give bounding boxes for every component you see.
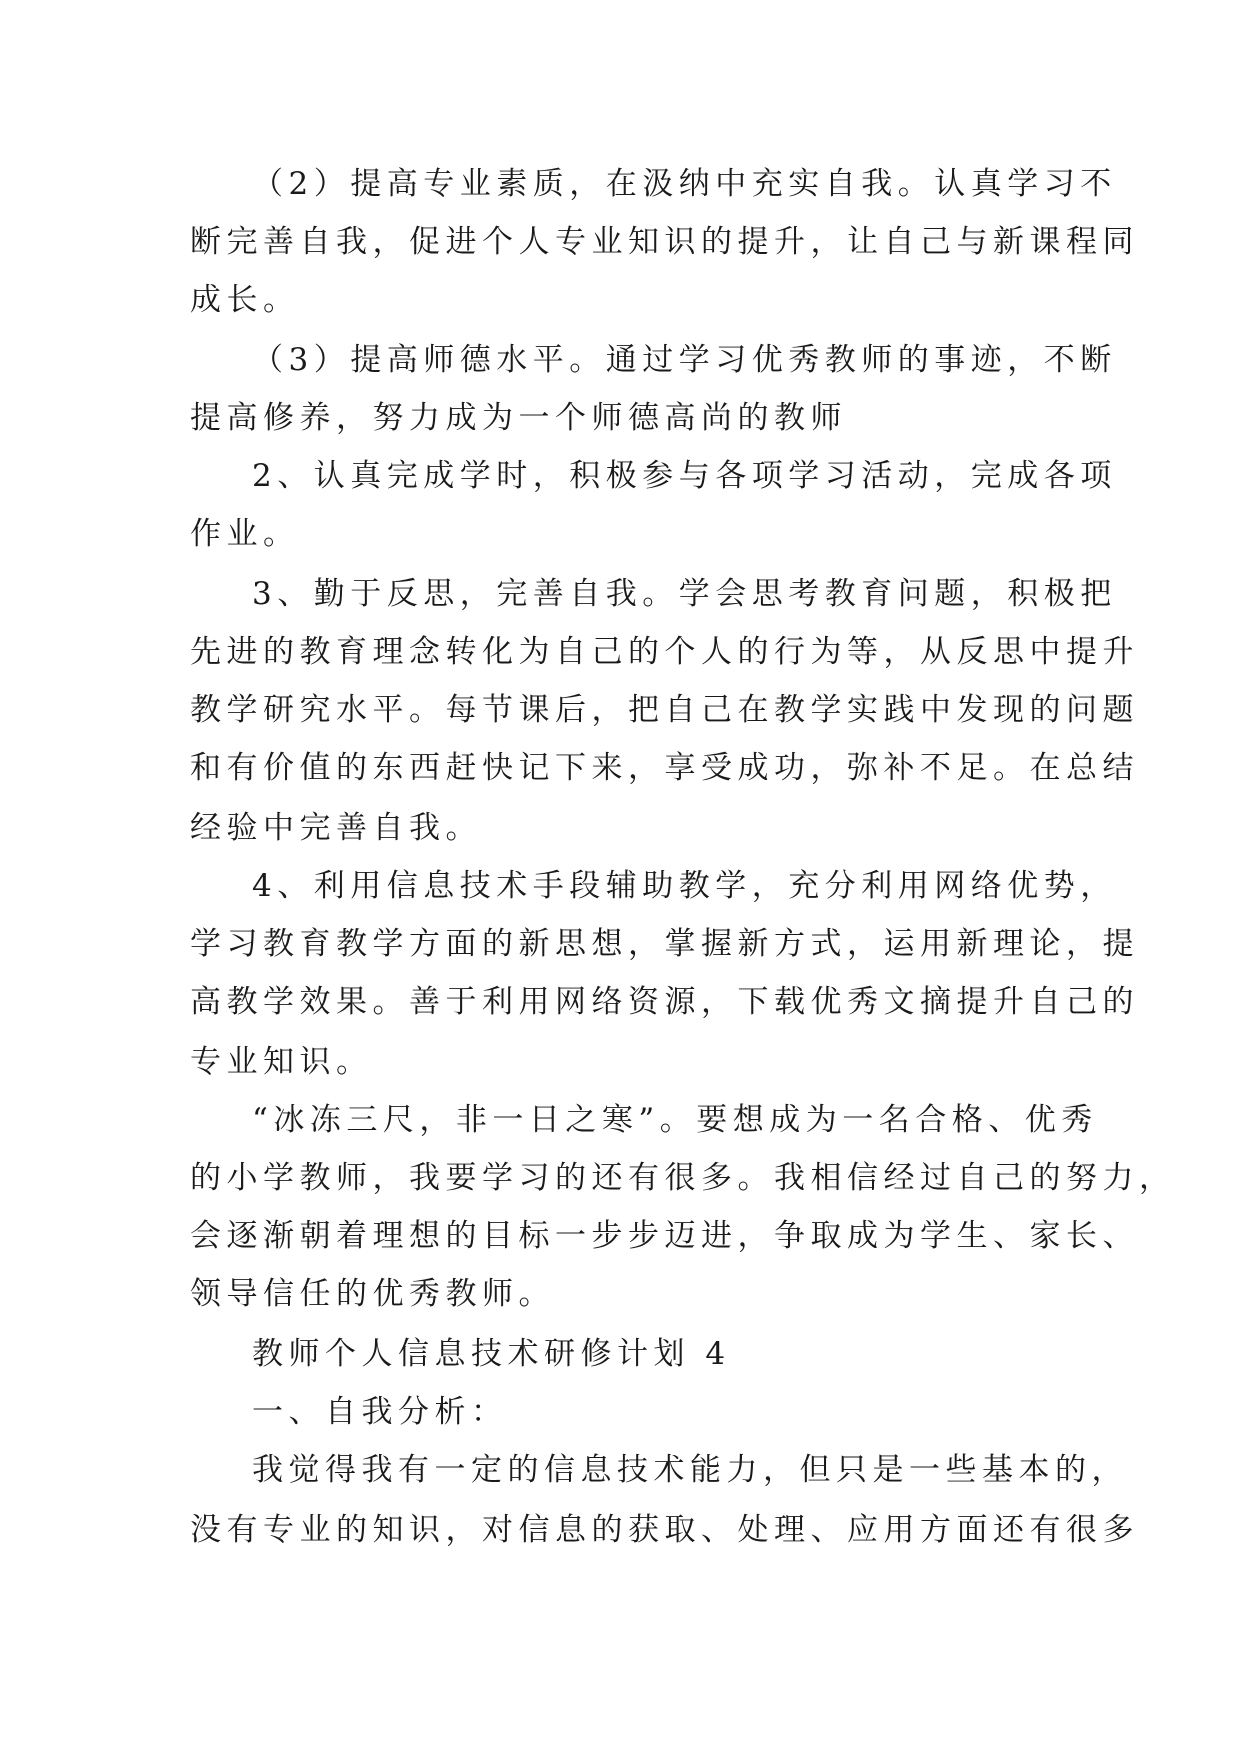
paragraph-line: 3、勤于反思，完善自我。学会思考教育问题，积极把 (252, 576, 1117, 612)
paragraph-line: 教学研究水平。每节课后，把自己在教学实践中发现的问题 (190, 692, 1139, 728)
paragraph-line: 没有专业的知识，对信息的获取、处理、应用方面还有很多 (190, 1512, 1139, 1548)
paragraph-line: 会逐渐朝着理想的目标一步步迈进，争取成为学生、家长、 (190, 1218, 1139, 1254)
paragraph-line: 提高修养，努力成为一个师德高尚的教师 (190, 400, 847, 436)
paragraph-line: 专业知识。 (190, 1044, 373, 1080)
paragraph-line: （3）提高师德水平。通过学习优秀教师的事迹，不断 (252, 342, 1117, 378)
paragraph-line: 经验中完善自我。 (190, 810, 482, 846)
paragraph-line: 4、利用信息技术手段辅助教学，充分利用网络优势， (252, 868, 1117, 904)
paragraph-line: 2、认真完成学时，积极参与各项学习活动，完成各项 (252, 458, 1117, 494)
paragraph-line: （2）提高专业素质，在汲纳中充实自我。认真学习不 (252, 166, 1117, 202)
paragraph-line: 领导信任的优秀教师。 (190, 1276, 555, 1312)
paragraph-line: 的小学教师，我要学习的还有很多。我相信经过自己的努力， (190, 1160, 1176, 1196)
paragraph-line: 我觉得我有一定的信息技术能力，但只是一些基本的， (252, 1452, 1128, 1488)
section-heading: 一、自我分析： (252, 1394, 508, 1430)
paragraph-line: 和有价值的东西赶快记下来，享受成功，弥补不足。在总结 (190, 750, 1139, 786)
paragraph-line: “冰冻三尺，非一日之寒”。要想成为一名合格、优秀 (252, 1102, 1098, 1138)
section-title: 教师个人信息技术研修计划 4 (252, 1336, 731, 1372)
paragraph-line: 成长。 (190, 282, 300, 318)
paragraph-line: 先进的教育理念转化为自己的个人的行为等，从反思中提升 (190, 634, 1139, 670)
paragraph-line: 作业。 (190, 516, 300, 552)
paragraph-line: 高教学效果。善于利用网络资源，下载优秀文摘提升自己的 (190, 984, 1139, 1020)
paragraph-line: 断完善自我，促进个人专业知识的提升，让自己与新课程同 (190, 224, 1139, 260)
paragraph-line: 学习教育教学方面的新思想，掌握新方式，运用新理论，提 (190, 926, 1139, 962)
